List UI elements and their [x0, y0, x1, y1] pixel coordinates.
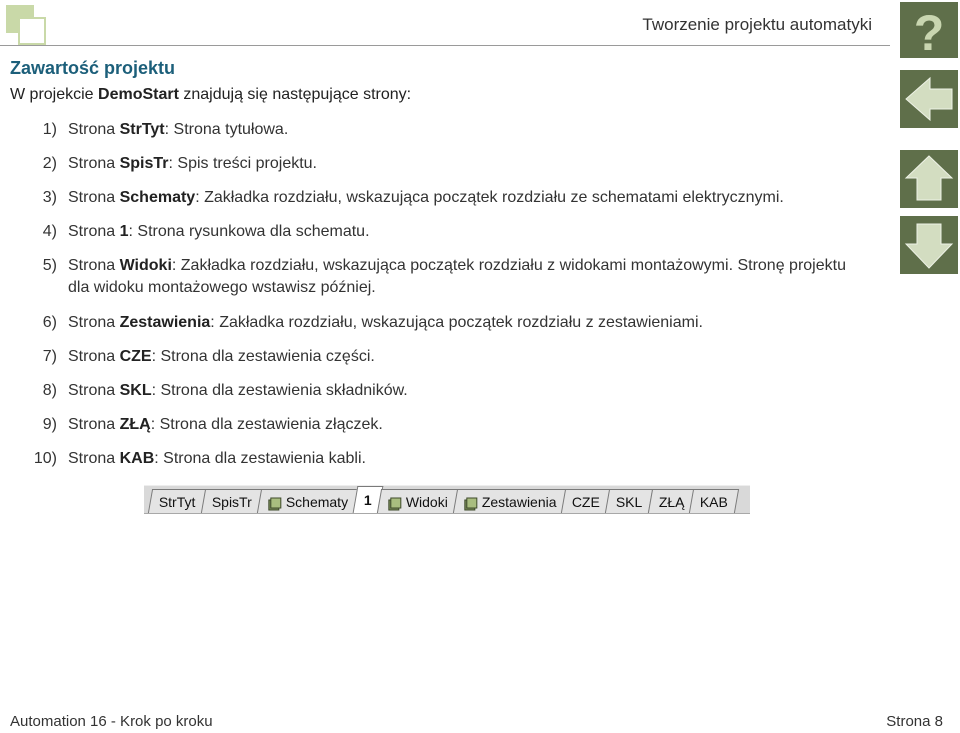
item-description: : Strona tytułowa.: [164, 121, 289, 138]
tab-label: 1: [363, 492, 372, 508]
item-description: : Zakładka rozdziału, wskazująca początek rozdziału z zestawieniami.: [210, 314, 703, 331]
item-number: 5): [42, 257, 57, 274]
logo-square-front: [18, 17, 46, 45]
item-text: [68, 414, 848, 436]
tab-label: KAB: [700, 493, 729, 510]
item-description: : Strona dla zestawienia składników.: [151, 382, 408, 399]
header-title: Tworzenie projektu automatyki: [642, 15, 872, 34]
folder-page-icon: [267, 495, 281, 509]
item-prefix: Strona: [68, 189, 120, 206]
tab-zestawienia[interactable]: [452, 489, 567, 513]
item-prefix: Strona: [68, 450, 120, 467]
section-title: Zawartość projektu: [10, 58, 176, 78]
tab-label: Schematy: [285, 493, 348, 510]
tab-label: Widoki: [405, 493, 448, 510]
project-name: DemoStart: [98, 86, 179, 103]
item-prefix: Strona: [68, 257, 120, 274]
item-page-name: Widoki: [119, 257, 172, 274]
intro-prefix: W projekcie: [10, 86, 99, 103]
tab-label: SKL: [616, 493, 643, 510]
page-down-button[interactable]: [900, 216, 958, 274]
item-description: : Zakładka rozdziału, wskazująca początek rozdziału ze schematami elektrycznymi.: [195, 189, 784, 206]
item-number: 9): [42, 416, 57, 433]
item-description: : Zakładka rozdziału, wskazująca początek rozdziału z widokami montażowymi. Stronę projektu dla widoku montażowego wstawisz później.: [68, 257, 846, 296]
item-prefix: Strona: [68, 382, 120, 399]
item-page-name: SKL: [119, 382, 152, 399]
item-text: [68, 255, 848, 299]
item-page-name: ZŁĄ: [119, 416, 151, 433]
item-text: [68, 448, 848, 470]
footer-page-number: Strona 8: [886, 713, 943, 730]
item-text: [68, 346, 848, 368]
item-description: : Spis treści projektu.: [168, 155, 317, 172]
item-prefix: Strona: [68, 223, 120, 240]
item-page-name: Schematy: [119, 189, 196, 206]
tab-schematy[interactable]: [256, 489, 358, 513]
item-text: [68, 187, 848, 209]
item-number: 1): [42, 121, 57, 138]
tab-label: SpisTr: [211, 493, 252, 510]
tab-cze[interactable]: [561, 489, 611, 513]
item-page-name: 1: [119, 223, 129, 240]
item-text: [68, 221, 848, 243]
item-prefix: Strona: [68, 121, 120, 138]
tab-kab[interactable]: [689, 489, 739, 513]
header-divider: [0, 45, 890, 46]
item-prefix: Strona: [68, 314, 120, 331]
svg-text:?: ?: [913, 5, 945, 58]
item-number: 8): [42, 382, 57, 399]
arrow-down-icon: [900, 216, 958, 274]
item-text: [68, 380, 848, 402]
intro-suffix: znajdują się następujące strony:: [178, 86, 412, 103]
folder-page-icon: [463, 495, 477, 509]
item-number: 7): [42, 348, 57, 365]
question-mark-icon: [900, 2, 958, 58]
item-page-name: SpisTr: [119, 155, 169, 172]
tab-spistr[interactable]: [200, 489, 262, 513]
item-number: 6): [42, 314, 57, 331]
back-button[interactable]: [900, 70, 958, 128]
item-text: [68, 312, 848, 334]
item-number: 2): [42, 155, 57, 172]
item-description: : Strona rysunkowa dla schematu.: [128, 223, 370, 240]
folder-page-icon: [387, 495, 401, 509]
arrow-up-icon: [900, 150, 958, 208]
item-description: : Strona dla zestawienia złączek.: [150, 416, 383, 433]
tab-skl[interactable]: [605, 489, 654, 513]
item-prefix: Strona: [68, 348, 120, 365]
arrow-left-icon: [900, 70, 958, 128]
logo: [6, 5, 50, 49]
page-tab-bar: [144, 485, 750, 514]
item-page-name: StrTyt: [119, 121, 165, 138]
item-page-name: KAB: [119, 450, 155, 467]
footer-document-title: Automation 16 - Krok po kroku: [10, 713, 213, 730]
item-prefix: Strona: [68, 416, 120, 433]
tab-strtyt[interactable]: [148, 489, 207, 513]
tab-label: CZE: [572, 493, 601, 510]
item-text: [68, 119, 848, 141]
item-number: 10): [33, 450, 57, 467]
item-description: : Strona dla zestawienia części.: [151, 348, 375, 365]
item-page-name: CZE: [119, 348, 152, 365]
item-number: 3): [42, 189, 57, 206]
item-description: : Strona dla zestawienia kabli.: [154, 450, 366, 467]
tab-zla[interactable]: [648, 489, 696, 513]
tab-widoki[interactable]: [376, 489, 458, 513]
item-prefix: Strona: [68, 155, 120, 172]
page-up-button[interactable]: [900, 150, 958, 208]
item-text: [68, 153, 848, 175]
tab-label: StrTyt: [158, 493, 196, 510]
help-button[interactable]: [900, 2, 958, 58]
item-number: 4): [42, 223, 57, 240]
intro-text: [10, 86, 411, 104]
item-page-name: Zestawienia: [119, 314, 211, 331]
tab-label: Zestawienia: [481, 493, 557, 510]
tab-label: ZŁĄ: [658, 493, 685, 510]
